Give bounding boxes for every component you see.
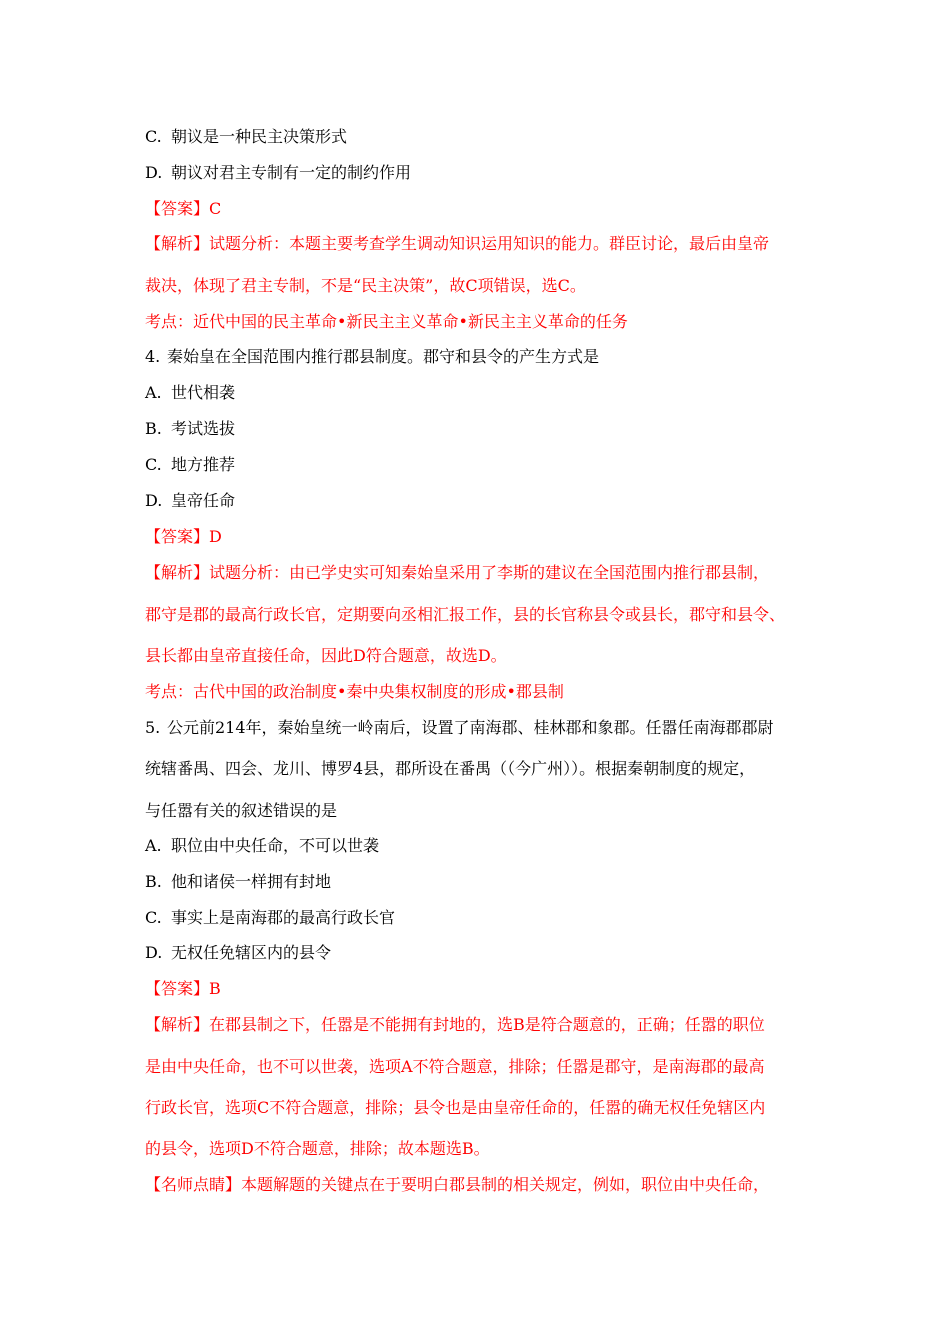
q3-kaodian: 考点：近代中国的民主革命•新民主主义革命•新民主主义革命的任务 bbox=[145, 312, 628, 331]
option-letter: A. bbox=[145, 836, 162, 855]
question-text: 公元前214年，秦始皇统一岭南后，设置了南海郡、桂林郡和象郡。任嚣任南海郡郡尉 bbox=[167, 718, 774, 737]
q5-stem-line-2: 统辖番禺、四会、龙川、博罗4县，郡所设在番禺（（今广州））。根据秦朝制度的规定， bbox=[145, 759, 756, 778]
option-text: 世代相袭 bbox=[171, 383, 236, 402]
option-letter: C. bbox=[145, 455, 162, 474]
option-text: 考试选拔 bbox=[171, 419, 236, 438]
question-text: 秦始皇在全国范围内推行郡县制度。郡守和县令的产生方式是 bbox=[167, 347, 600, 366]
q5-analysis-line-1: 【解析】在郡县制之下，任嚣是不能拥有封地的，选B是符合题意的，正确；任嚣的职位 bbox=[145, 1015, 765, 1034]
q5-stem-line-3: 与任嚣有关的叙述错误的是 bbox=[145, 801, 338, 820]
option-text: 地方推荐 bbox=[171, 455, 236, 474]
q3-option-d bbox=[145, 163, 411, 183]
option-letter: B. bbox=[145, 419, 162, 438]
option-text: 朝议是一种民主决策形式 bbox=[171, 127, 348, 146]
q4-option-b bbox=[145, 419, 235, 439]
option-text: 职位由中央任命，不可以世袭 bbox=[171, 836, 380, 855]
q4-analysis-line-2: 郡守是郡的最高行政长官，定期要向丞相汇报工作，县的长官称县令或县长，郡守和县令、 bbox=[145, 605, 786, 624]
q3-analysis-line-2: 裁决，体现了君主专制，不是“民主决策”，故C项错误，选C。 bbox=[145, 276, 586, 295]
option-text: 事实上是南海郡的最高行政长官 bbox=[171, 908, 396, 927]
option-letter: D. bbox=[145, 163, 163, 182]
q5-analysis-line-4: 的县令，选项D不符合题意，排除；故本题选B。 bbox=[145, 1139, 490, 1158]
question-number: 5. bbox=[145, 718, 161, 737]
q4-analysis-line-3: 县长都由皇帝直接任命，因此D符合题意，故选D。 bbox=[145, 646, 507, 665]
q5-mingshi-dianjing: 【名师点睛】本题解题的关键点在于要明白郡县制的相关规定，例如，职位由中央任命， bbox=[145, 1175, 770, 1194]
q5-option-a bbox=[145, 836, 379, 856]
q5-analysis-line-2: 是由中央任命，也不可以世袭，选项A不符合题意，排除；任嚣是郡守，是南海郡的最高 bbox=[145, 1057, 765, 1076]
option-text: 他和诸侯一样拥有封地 bbox=[171, 872, 332, 891]
q5-stem-line-1 bbox=[145, 718, 774, 738]
question-number: 4. bbox=[145, 347, 161, 366]
q4-option-a bbox=[145, 383, 235, 403]
q5-answer: 【答案】B bbox=[145, 979, 221, 998]
q4-answer: 【答案】D bbox=[145, 527, 222, 546]
option-letter: D. bbox=[145, 943, 163, 962]
option-letter: B. bbox=[145, 872, 162, 891]
q5-analysis-line-3: 行政长官，选项C不符合题意，排除；县令也是由皇帝任命的，任嚣的确无权任免辖区内 bbox=[145, 1098, 766, 1117]
q4-analysis-line-1: 【解析】试题分析：由已学史实可知秦始皇采用了李斯的建议在全国范围内推行郡县制， bbox=[145, 563, 770, 582]
option-letter: A. bbox=[145, 383, 162, 402]
option-text: 朝议对君主专制有一定的制约作用 bbox=[171, 163, 412, 182]
q5-option-d bbox=[145, 943, 331, 963]
q3-option-c bbox=[145, 127, 347, 147]
option-letter: C. bbox=[145, 127, 162, 146]
q4-option-d bbox=[145, 491, 235, 511]
q4-option-c bbox=[145, 455, 235, 475]
q5-option-b bbox=[145, 872, 331, 892]
q3-analysis-line-1: 【解析】试题分析：本题主要考查学生调动知识运用知识的能力。群臣讨论，最后由皇帝 bbox=[145, 234, 770, 253]
option-letter: C. bbox=[145, 908, 162, 927]
q3-answer: 【答案】C bbox=[145, 199, 222, 218]
option-letter: D. bbox=[145, 491, 163, 510]
option-text: 无权任免辖区内的县令 bbox=[171, 943, 332, 962]
q5-option-c bbox=[145, 908, 395, 928]
q4-stem bbox=[145, 347, 599, 367]
q4-kaodian: 考点：古代中国的政治制度•秦中央集权制度的形成•郡县制 bbox=[145, 682, 564, 701]
option-text: 皇帝任命 bbox=[171, 491, 236, 510]
